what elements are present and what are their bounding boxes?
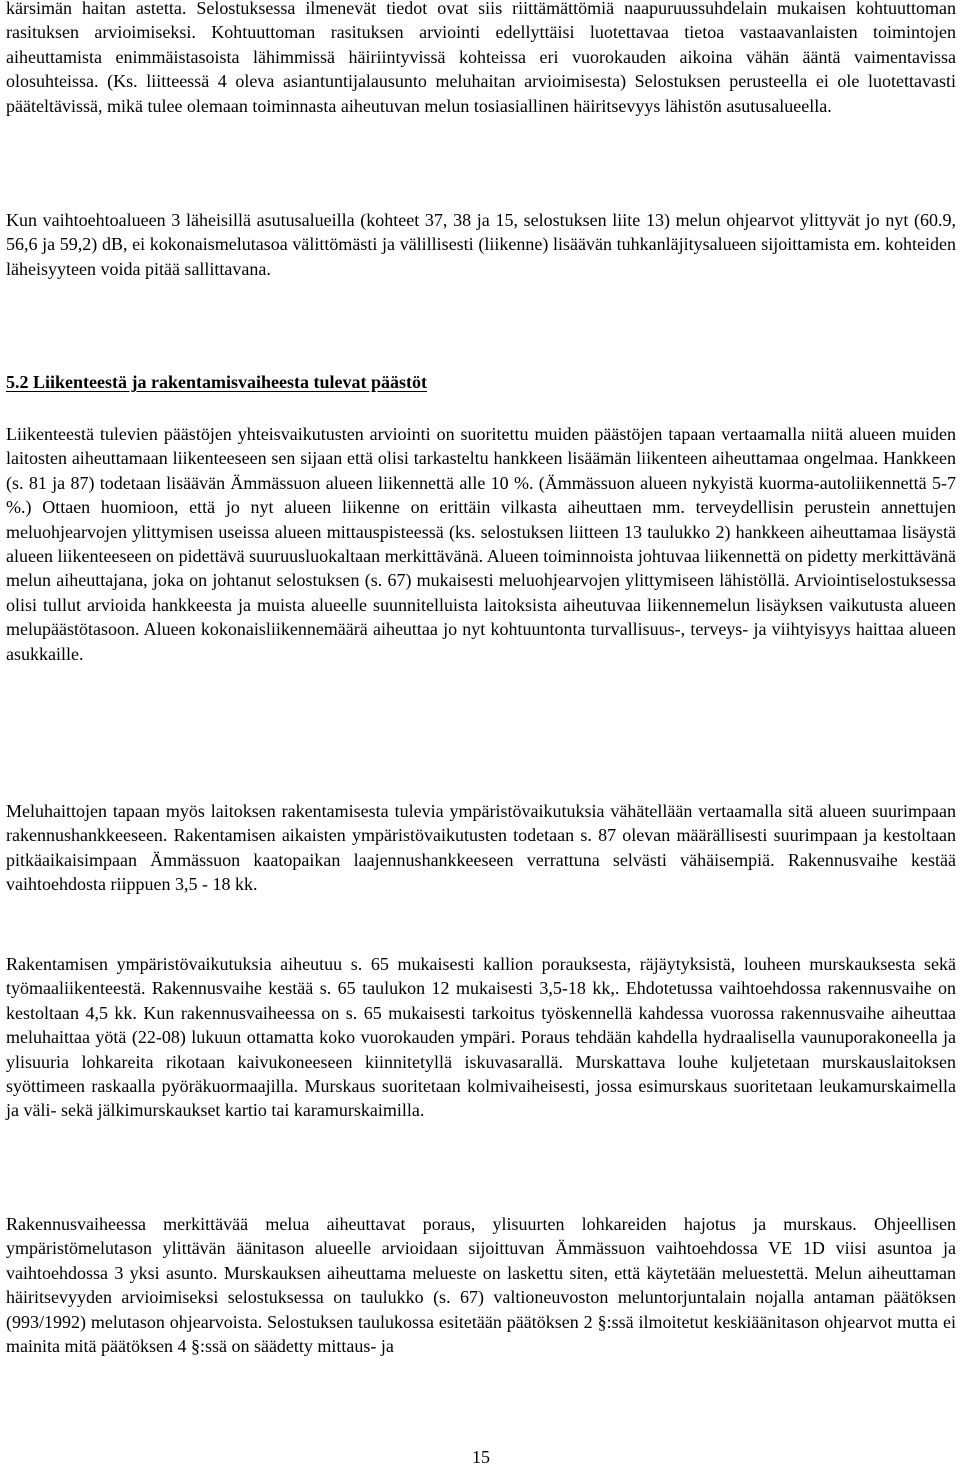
section-heading: 5.2 Liikenteestä ja rakentamisvaiheesta tulevat päästöt <box>6 372 427 392</box>
paragraph-traffic-emissions: Liikenteestä tulevien päästöjen yhteisvaikutusten arviointi on suoritettu muiden päästöjen tapaan vertaamalla niitä alueen muiden laitosten aiheuttamaan liikenteeseen sen sijaan että olisi tarkasteltu hankkeen lisäämän liikenteen aiheuttamaa ongelmaa. Hankkeen (s. 81 ja 87) todetaan lisäävän Ämmässuon alueen liikennettä alle 10 %. (Ämmässuon alueen nykyistä kuorma-autoliikennettä 5-7 %.) Ottaen huomioon, että jo nyt alueen liikenne on erittäin vilkasta aiheuttaen mm. terveydellisin perustein annettujen meluohjearvojen ylittymisen useissa alueen mittauspisteessä (ks. selostuksen liitteen 13 taulukko 2) hankkeen aiheuttamaa lisäystä alueen liikenteeseen on pidettävä suuruusluokaltaan merkittävänä. Alueen toiminnoista johtuvaa liikennettä on pidetty merkittävänä melun aiheuttajana, joka on johtanut selostuksen (s. 67) mukaisesti meluohjearvojen ylittymiseen lähistöllä. Arviointiselostuksessa olisi tullut arvioida hankkeesta ja muista alueelle suunnitelluista laitoksista aiheutuvaa liikennemelun lisäyksen vaikutusta alueen melupäästötasoon. Alueen kokonaisliikennemäärä aiheuttaa jo nyt kohtuuntonta turvallisuus-, terveys- ja viihtyisyys haittaa alueen asukkaille. <box>6 424 956 664</box>
paragraph-noise-assessment: kärsimän haitan astetta. Selostuksessa ilmenevät tiedot ovat siis riittämättömiä naapuruussuhdelain mukaisen kohtuuttoman rasituksen arvioimiseksi. Kohtuuttoman rasituksen arviointi edellyttäisi luotettavaa tietoa vastaavanlaisten toimintojen aiheuttamista enimmäistasoista lähimmissä häiriintyvissä kohteissa eri vuorokauden aikoina vähän ääntä vaimentavissa olosuhteissa. (Ks. liitteessä 4 oleva asiantuntijalausunto meluhaitan arvioimisesta) Selostuksen perusteella ei ole luotettavasti pääteltävissä, mikä tulee olemaan toiminnasta aiheutuvan melun tosiasiallinen häiritsevyys lähistön asutusalueella. <box>6 0 956 116</box>
paragraph-construction-impacts: Meluhaittojen tapaan myös laitoksen rakentamisesta tulevia ympäristövaikutuksia vähätellään vertaamalla sitä alueen suurimpaan rakennushankkeeseen. Rakentamisen aikaisten ympäristövaikutusten todetaan s. 87 olevan määrällisesti suurimpaan ja kestoltaan pitkäaikaisimpaan Ämmässuon kaatopaikan laajennushankkeeseen verrattuna selvästi vähäisempiä. Rakennusvaihe kestää vaihtoehdosta riippuen 3,5 - 18 kk. <box>6 801 956 895</box>
paragraph-construction-noise: Rakennusvaiheessa merkittävää melua aiheuttavat poraus, ylisuurten lohkareiden hajotus ja murskaus. Ohjeellisen ympäristömelutason ylittävän äänitason alueelle arvioidaan sijoittuvan Ämmässuon vaihtoehdossa VE 1D viisi asuntoa ja vaihtoehdossa 3 yksi asunto. Murskauksen aiheuttama melueste on laskettu siten, että käytetään meluestettä. Melun aiheuttaman häiritsevyyden arvioimiseksi selostuksessa on taulukko (s. 67) valtioneuvoston meluntorjuntalain nojalla antaman päätöksen (993/1992) melutason ohjearvoista. Selostuksen taulukossa esitetään päätöksen 2 §:ssä ilmoitetut keskiäänitason ohjearvot mutta ei mainita mitä päätöksen 4 §:ssä on säädetty mittaus- ja <box>6 1214 956 1357</box>
paragraph-noise-limits: Kun vaihtoehtoalueen 3 läheisillä asutusalueilla (kohteet 37, 38 ja 15, selostuksen liite 13) melun ohjearvot ylittyvät jo nyt (60.9, 56,6 ja 59,2) dB, ei kokonaismelutasoa välittömästi ja välillisesti (liikenne) lisäävän tuhkanläjitysalueen sijoittamista em. kohteiden läheisyyteen voida pitää sallittavana. <box>6 210 956 279</box>
paragraph-construction-phase: Rakentamisen ympäristövaikutuksia aiheutuu s. 65 mukaisesti kallion porauksesta, räjäytyksistä, louheen murskauksesta sekä työmaaliikenteestä. Rakennusvaihe kestää s. 65 taulukon 12 mukaisesti 3,5-18 kk,. Ehdotetussa vaihtoehdossa rakennusvaihe on kestoltaan 4,5 kk. Kun rakennusvaiheessa on s. 65 mukaisesti tarkoitus työskennellä kahdessa vuorossa rakennusvaihe aiheuttaa meluhaittaa yötä (22-08) lukuun ottamatta koko vuorokauden ympäri. Poraus tehdään kahdella hydraalisella vaunuporakoneella ja ylisuuria lohkareita rikotaan kaivukoneeseen kiinnitetyllä iskuvasarallä. Murskattava louhe kuljetetaan murskauslaitoksen syöttimeen raskaalla pyöräkuormaajilla. Murskaus suoritetaan kolmivaiheisesti, jossa esimurskaus suoritetaan leukamurskaimella ja väli- sekä jälkimurskaukset kartio tai karamurskaimilla. <box>6 954 956 1121</box>
page-number: 15 <box>472 1447 490 1467</box>
